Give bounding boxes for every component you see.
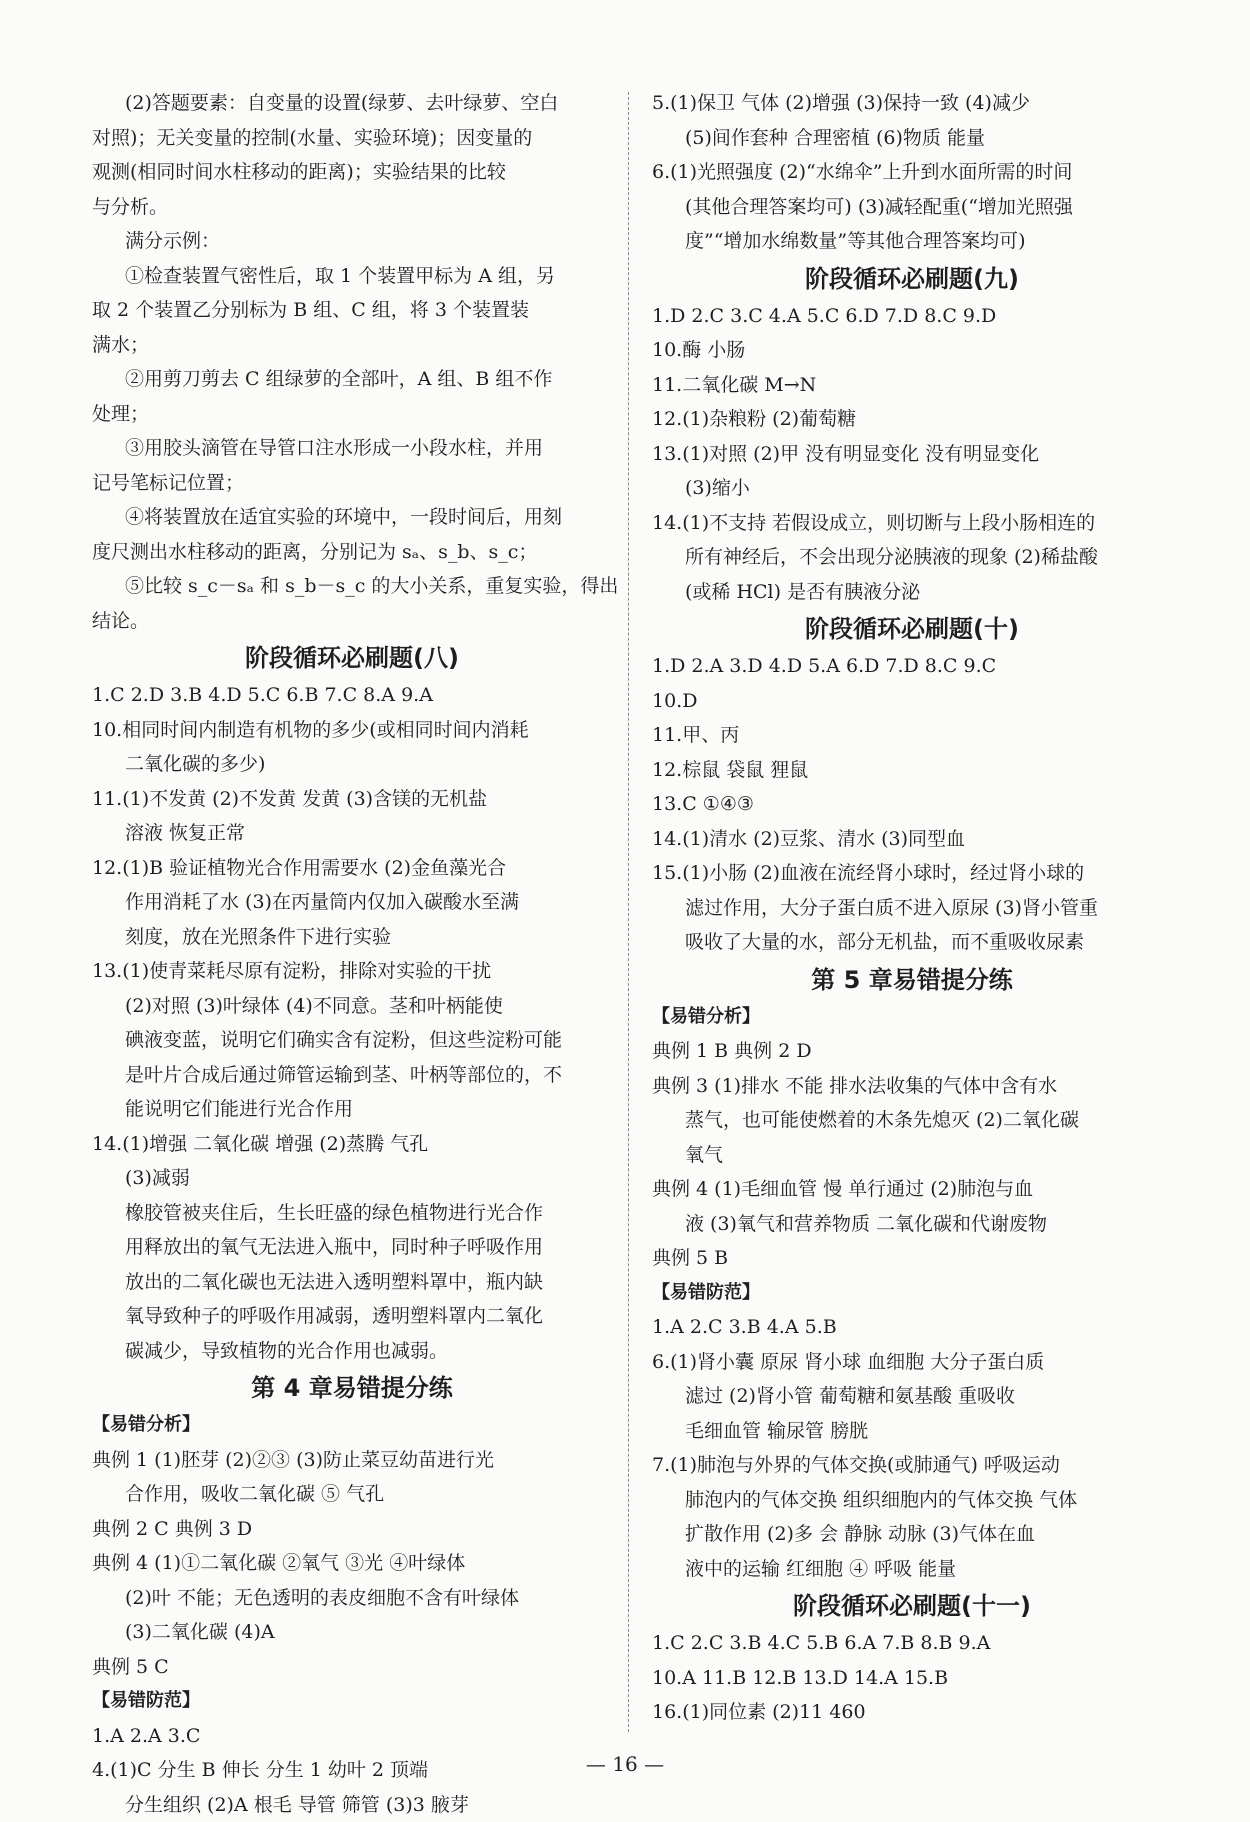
answer-line: 度”“增加水绵数量”等其他合理答案均可) <box>652 224 1172 259</box>
answer-line: 度尺测出水柱移动的距离，分别记为 sₐ、s_b、s_c； <box>92 535 612 570</box>
subsection-label: 【易错防范】 <box>92 1684 612 1719</box>
answer-line: 溶液 恢复正常 <box>92 816 612 851</box>
answer-line: 典例 1 B 典例 2 D <box>652 1034 1172 1069</box>
answer-line: (5)间作套种 合理密植 (6)物质 能量 <box>652 121 1172 156</box>
section-title: 第 4 章易错提分练 <box>92 1368 612 1408</box>
answer-line: ⑤比较 s_c－sₐ 和 s_b－s_c 的大小关系，重复实验，得出 <box>92 569 612 604</box>
answer-line: 作用消耗了水 (3)在丙量筒内仅加入碳酸水至满 <box>92 885 612 920</box>
answer-line: 1.D 2.A 3.D 4.D 5.A 6.D 7.D 8.C 9.C <box>652 649 1172 684</box>
answer-line: 12.(1)B 验证植物光合作用需要水 (2)金鱼藻光合 <box>92 851 612 886</box>
answer-line: 二氧化碳的多少) <box>92 747 612 782</box>
subsection-label: 【易错防范】 <box>652 1276 1172 1311</box>
answer-line: 11.甲、丙 <box>652 718 1172 753</box>
answer-line: 是叶片合成后通过筛管运输到茎、叶柄等部位的，不 <box>92 1058 612 1093</box>
answer-line: 1.D 2.C 3.C 4.A 5.C 6.D 7.D 8.C 9.D <box>652 299 1172 334</box>
answer-line: 5.(1)保卫 气体 (2)增强 (3)保持一致 (4)减少 <box>652 86 1172 121</box>
answer-line: 7.(1)肺泡与外界的气体交换(或肺通气) 呼吸运动 <box>652 1448 1172 1483</box>
answer-line: 10.相同时间内制造有机物的多少(或相同时间内消耗 <box>92 713 612 748</box>
page-number: — 16 — <box>0 1752 1250 1776</box>
answer-line: ①检查装置气密性后，取 1 个装置甲标为 A 组，另 <box>92 259 612 294</box>
section-title: 阶段循环必刷题(十一) <box>652 1586 1172 1626</box>
answer-line: ④将装置放在适宜实验的环境中，一段时间后，用刻 <box>92 500 612 535</box>
answer-line: 处理； <box>92 397 612 432</box>
answer-line: 典例 2 C 典例 3 D <box>92 1512 612 1547</box>
answer-line: (3)缩小 <box>652 471 1172 506</box>
answer-line: 1.A 2.C 3.B 4.A 5.B <box>652 1310 1172 1345</box>
answer-line: 典例 4 (1)①二氧化碳 ②氧气 ③光 ④叶绿体 <box>92 1546 612 1581</box>
answer-line: ③用胶头滴管在导管口注水形成一小段水柱，并用 <box>92 431 612 466</box>
answer-line: 滤过作用，大分子蛋白质不进入原尿 (3)肾小管重 <box>652 891 1172 926</box>
answer-line: 能说明它们能进行光合作用 <box>92 1092 612 1127</box>
answer-line: 14.(1)清水 (2)豆浆、清水 (3)同型血 <box>652 822 1172 857</box>
section-title: 第 5 章易错提分练 <box>652 960 1172 1000</box>
answer-line: 11.二氧化碳 M→N <box>652 368 1172 403</box>
answer-line: 用释放出的氧气无法进入瓶中，同时种子呼吸作用 <box>92 1230 612 1265</box>
answer-line: 典例 5 B <box>652 1241 1172 1276</box>
answer-line: 6.(1)肾小囊 原尿 肾小球 血细胞 大分子蛋白质 <box>652 1345 1172 1380</box>
answer-line: (3)二氧化碳 (4)A <box>92 1615 612 1650</box>
answer-line: 典例 5 C <box>92 1650 612 1685</box>
answer-line: 12.棕鼠 袋鼠 狸鼠 <box>652 753 1172 788</box>
answer-line: 与分析。 <box>92 190 612 225</box>
answer-line: 15.(1)小肠 (2)血液在流经肾小球时，经过肾小球的 <box>652 856 1172 891</box>
answer-line: 14.(1)不支持 若假设成立，则切断与上段小肠相连的 <box>652 506 1172 541</box>
answer-line: 对照)；无关变量的控制(水量、实验环境)；因变量的 <box>92 121 612 156</box>
answer-line: 1.A 2.A 3.C <box>92 1719 612 1754</box>
answer-line: (2)答题要素：自变量的设置(绿萝、去叶绿萝、空白 <box>92 86 612 121</box>
answer-line: 蒸气，也可能使燃着的木条先熄灭 (2)二氧化碳 <box>652 1103 1172 1138</box>
left-column <box>92 86 612 1822</box>
answer-line: 观测(相同时间水柱移动的距离)；实验结果的比较 <box>92 155 612 190</box>
column-divider <box>628 92 629 1732</box>
answer-line: 13.(1)使青菜耗尽原有淀粉，排除对实验的干扰 <box>92 954 612 989</box>
answer-line: 记号笔标记位置； <box>92 466 612 501</box>
answer-line: 氧气 <box>652 1138 1172 1173</box>
answer-line: (或稀 HCl) 是否有胰液分泌 <box>652 575 1172 610</box>
answer-line: 取 2 个装置乙分别标为 B 组、C 组，将 3 个装置装 <box>92 293 612 328</box>
answer-line: 4.(1)C 分生 B 伸长 分生 1 幼叶 2 顶端 <box>92 1753 612 1788</box>
answer-line: (2)对照 (3)叶绿体 (4)不同意。茎和叶柄能使 <box>92 989 612 1024</box>
answer-line: 碘液变蓝，说明它们确实含有淀粉，但这些淀粉可能 <box>92 1023 612 1058</box>
answer-line: 液 (3)氧气和营养物质 二氧化碳和代谢废物 <box>652 1207 1172 1242</box>
answer-line: 11.(1)不发黄 (2)不发黄 发黄 (3)含镁的无机盐 <box>92 782 612 817</box>
answer-line: 肺泡内的气体交换 组织细胞内的气体交换 气体 <box>652 1483 1172 1518</box>
section-title: 阶段循环必刷题(九) <box>652 259 1172 299</box>
answer-line: 满水； <box>92 328 612 363</box>
answer-line: 扩散作用 (2)多 会 静脉 动脉 (3)气体在血 <box>652 1517 1172 1552</box>
answer-line: 16.(1)同位素 (2)11 460 <box>652 1695 1172 1730</box>
right-column <box>652 86 1172 1730</box>
answer-line: 氧导致种子的呼吸作用减弱，透明塑料罩内二氧化 <box>92 1299 612 1334</box>
section-title: 阶段循环必刷题(十) <box>652 609 1172 649</box>
answer-line: ②用剪刀剪去 C 组绿萝的全部叶，A 组、B 组不作 <box>92 362 612 397</box>
answer-line: 吸收了大量的水，部分无机盐，而不重吸收尿素 <box>652 925 1172 960</box>
answer-line: 典例 1 (1)胚芽 (2)②③ (3)防止菜豆幼苗进行光 <box>92 1443 612 1478</box>
answer-line: 10.D <box>652 684 1172 719</box>
answer-line: 结论。 <box>92 604 612 639</box>
answer-line: 液中的运输 红细胞 ④ 呼吸 能量 <box>652 1552 1172 1587</box>
answer-line: 10.酶 小肠 <box>652 333 1172 368</box>
answer-line: 所有神经后，不会出现分泌胰液的现象 (2)稀盐酸 <box>652 540 1172 575</box>
answer-line: 1.C 2.D 3.B 4.D 5.C 6.B 7.C 8.A 9.A <box>92 678 612 713</box>
answer-line: (3)减弱 <box>92 1161 612 1196</box>
answer-line: 1.C 2.C 3.B 4.C 5.B 6.A 7.B 8.B 9.A <box>652 1626 1172 1661</box>
answer-line: 6.(1)光照强度 (2)“水绵伞”上升到水面所需的时间 <box>652 155 1172 190</box>
answer-line: 滤过 (2)肾小管 葡萄糖和氨基酸 重吸收 <box>652 1379 1172 1414</box>
answer-line: 满分示例： <box>92 224 612 259</box>
answer-line: 12.(1)杂粮粉 (2)葡萄糖 <box>652 402 1172 437</box>
answer-line: 14.(1)增强 二氧化碳 增强 (2)蒸腾 气孔 <box>92 1127 612 1162</box>
answer-line: 分生组织 (2)A 根毛 导管 筛管 (3)3 腋芽 <box>92 1788 612 1822</box>
answer-line: 放出的二氧化碳也无法进入透明塑料罩中，瓶内缺 <box>92 1265 612 1300</box>
answer-line: 刻度，放在光照条件下进行实验 <box>92 920 612 955</box>
section-title: 阶段循环必刷题(八) <box>92 638 612 678</box>
answer-line: 碳减少，导致植物的光合作用也减弱。 <box>92 1334 612 1369</box>
answer-line: 10.A 11.B 12.B 13.D 14.A 15.B <box>652 1661 1172 1696</box>
answer-line: 13.C ①④③ <box>652 787 1172 822</box>
answer-line: (2)叶 不能；无色透明的表皮细胞不含有叶绿体 <box>92 1581 612 1616</box>
answer-line: 典例 4 (1)毛细血管 慢 单行通过 (2)肺泡与血 <box>652 1172 1172 1207</box>
subsection-label: 【易错分析】 <box>652 1000 1172 1035</box>
answer-line: 橡胶管被夹住后，生长旺盛的绿色植物进行光合作 <box>92 1196 612 1231</box>
answer-line: (其他合理答案均可) (3)减轻配重(“增加光照强 <box>652 190 1172 225</box>
answer-line: 13.(1)对照 (2)甲 没有明显变化 没有明显变化 <box>652 437 1172 472</box>
subsection-label: 【易错分析】 <box>92 1408 612 1443</box>
answer-line: 毛细血管 输尿管 膀胱 <box>652 1414 1172 1449</box>
answer-line: 典例 3 (1)排水 不能 排水法收集的气体中含有水 <box>652 1069 1172 1104</box>
answer-line: 合作用，吸收二氧化碳 ⑤ 气孔 <box>92 1477 612 1512</box>
